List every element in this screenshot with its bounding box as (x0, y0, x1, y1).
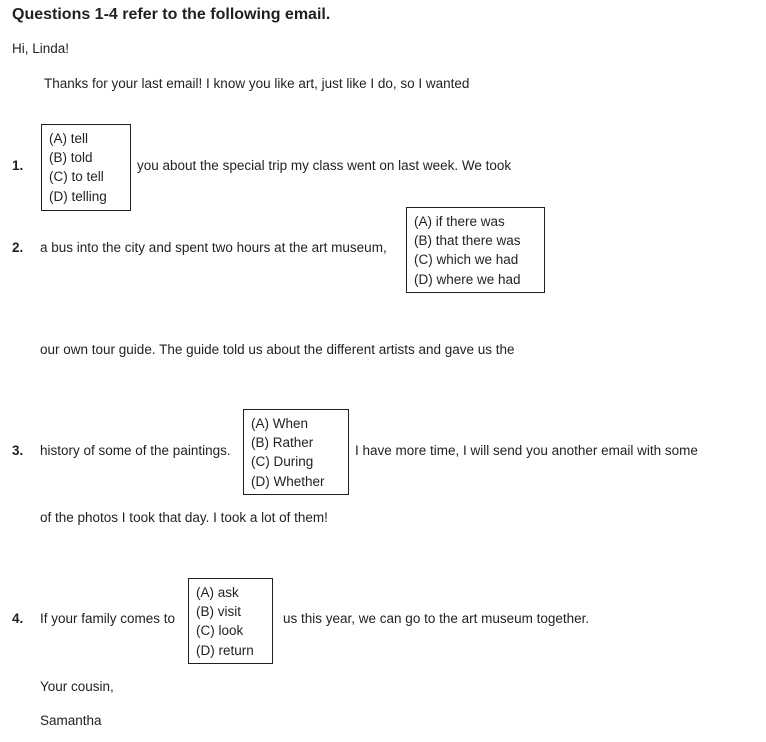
question-2-text-after: our own tour guide. The guide told us about the different artists and gave us the (40, 342, 515, 357)
question-2-options (406, 207, 545, 293)
question-4-option-c[interactable]: (C) look (196, 623, 244, 639)
question-3-text-after: I have more time, I will send you another email with some (355, 443, 698, 458)
question-4-text-after: us this year, we can go to the art museum together. (283, 611, 590, 626)
question-3-options (243, 409, 349, 495)
question-2-number: 2. (12, 240, 24, 255)
question-2-text-before: a bus into the city and spent two hours at the art museum, (40, 240, 387, 255)
question-3-option-c[interactable]: (C) During (251, 454, 314, 470)
question-3-option-d[interactable]: (D) Whether (251, 473, 325, 489)
email-intro: Thanks for your last email! I know you like art, just like I do, so I wanted (44, 76, 470, 91)
question-4-options (188, 578, 273, 664)
question-1-option-b[interactable]: (B) told (49, 150, 93, 166)
question-1-option-a[interactable]: (A) tell (49, 131, 89, 146)
email-greeting: Hi, Linda! (12, 41, 70, 56)
email-signature: Samantha (40, 713, 102, 728)
question-4-option-a[interactable]: (A) ask (196, 585, 239, 600)
question-2-option-c[interactable]: (C) which we had (414, 252, 519, 268)
question-3-continuation: of the photos I took that day. I took a lot of them! (40, 510, 328, 525)
question-3-number: 3. (12, 443, 24, 458)
question-4-text-before: If your family comes to (40, 611, 176, 626)
question-4-option-d[interactable]: (D) return (196, 642, 254, 658)
question-1-option-d[interactable]: (D) telling (49, 188, 107, 204)
question-2-option-a[interactable]: (A) if there was (414, 214, 505, 229)
email-closing: Your cousin, (40, 679, 114, 694)
question-4-option-b[interactable]: (B) visit (196, 604, 241, 620)
question-1-text-after: you about the special trip my class went on last week. We took (137, 158, 512, 173)
page-title: Questions 1-4 refer to the following email. (12, 6, 331, 23)
question-1-options (41, 124, 131, 211)
question-3-text-before: history of some of the paintings. (40, 443, 231, 458)
question-1-number: 1. (12, 158, 24, 173)
question-4-number: 4. (12, 611, 24, 626)
question-1-option-c[interactable]: (C) to tell (49, 169, 104, 185)
question-2-option-b[interactable]: (B) that there was (414, 233, 521, 249)
question-2-option-d[interactable]: (D) where we had (414, 271, 521, 287)
question-3-option-a[interactable]: (A) When (251, 416, 309, 431)
question-3-option-b[interactable]: (B) Rather (251, 435, 314, 451)
